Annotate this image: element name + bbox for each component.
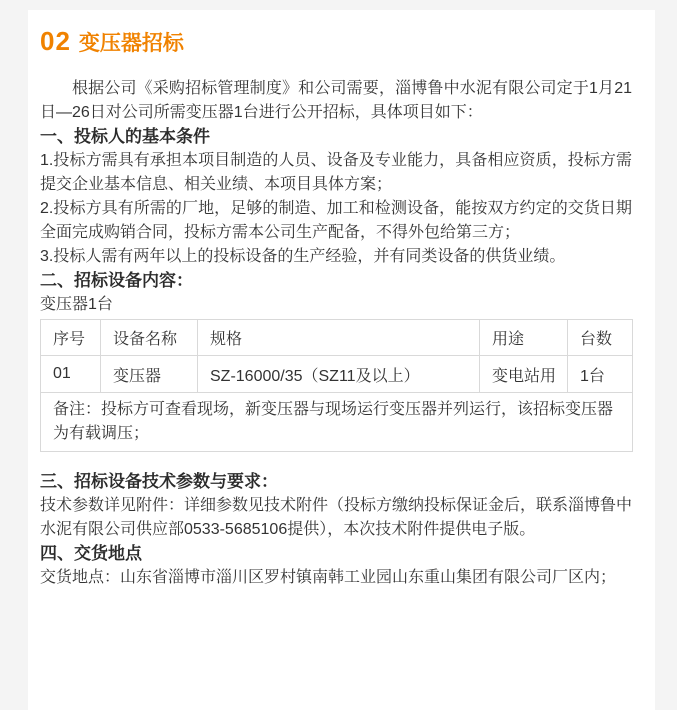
bid-condition-item-1: 1.投标方需具有承担本项目制造的人员、设备及专业能力，具备相应资质，投标方需提交企业基本信息、相关业绩、本项目具体方案； <box>40 152 632 193</box>
cell-spec: SZ-16000/35（SZ11及以上） <box>198 356 480 393</box>
cell-index: 01 <box>41 356 101 393</box>
intro-paragraph: 根据公司《采购招标管理制度》和公司需要，淄博鲁中水泥有限公司定于1月21日—26日对公司所需变压器1台进行公开招标，具体项目如下： <box>40 80 632 121</box>
bid-condition-item-2: 2.投标方具有所需的厂地，足够的制造、加工和检测设备，能按双方约定的交货日期全面完成购销合同，投标方需本公司生产配备，不得外包给第三方； <box>40 200 632 241</box>
cell-quantity: 1台 <box>568 356 633 393</box>
content-card <box>28 10 655 710</box>
section-4-heading: 四、交货地点 <box>40 544 142 563</box>
technical-params-paragraph: 技术参数详见附件：详细参数见技术附件（投标方缴纳投标保证金后，联系淄博鲁中水泥有限公司供应部0533-5685106提供），本次技术附件提供电子版。 <box>40 497 633 538</box>
table-note-row <box>41 393 633 452</box>
table-row <box>41 356 633 393</box>
table-header-quantity: 台数 <box>568 320 633 356</box>
delivery-location-paragraph: 交货地点：山东省淄博市淄川区罗村镇南韩工业园山东重山集团有限公司厂区内； <box>40 569 617 586</box>
equipment-subtitle: 变压器1台 <box>40 296 113 313</box>
equipment-table <box>40 319 633 452</box>
table-header-usage: 用途 <box>480 320 568 356</box>
table-header-index: 序号 <box>41 320 101 356</box>
page-title-text: 变压器招标 <box>78 32 184 55</box>
table-note-cell: 备注：投标方可查看现场，新变压器与现场运行变压器并列运行，该招标变压器为有载调压； <box>41 393 633 452</box>
cell-usage: 变电站用 <box>480 356 568 393</box>
section-number: 02 <box>40 26 71 56</box>
section-2-heading: 二、招标设备内容： <box>40 271 193 290</box>
table-header-equipment-name: 设备名称 <box>101 320 198 356</box>
bid-condition-item-3: 3.投标人需有两年以上的投标设备的生产经验，并有同类设备的供货业绩。 <box>40 248 566 265</box>
page-title <box>40 26 632 61</box>
table-header-row <box>41 320 633 356</box>
cell-equipment-name: 变压器 <box>101 356 198 393</box>
section-1-heading: 一、投标人的基本条件 <box>40 127 210 146</box>
table-header-spec: 规格 <box>198 320 480 356</box>
section-3-heading: 三、招标设备技术参数与要求： <box>40 472 278 491</box>
